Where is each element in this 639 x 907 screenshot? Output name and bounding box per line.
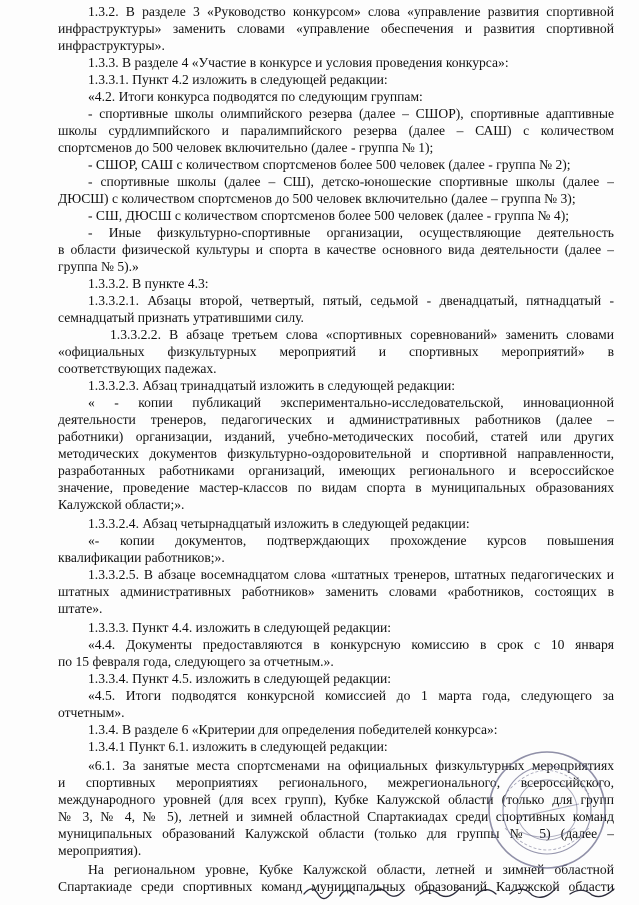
text-line-22: соответствующих падежах.	[58, 361, 217, 376]
text-line-47: международного уровней (для всех групп), Кубке Калужской области (только для групп	[58, 792, 614, 807]
official-seal-stamp	[485, 748, 609, 872]
text-line-20: 1.3.3.2.2. В абзаце третьем слова «спортивных соревнований» заменить словами	[110, 327, 614, 342]
text-line-11: - спортивные школы (далее – СШ), детско-юношеские спортивные школы (далее –	[88, 174, 614, 189]
text-line-12: ДЮСШ) с количеством спортсменов до 500 человек включительно (далее – группа № 3);	[58, 191, 576, 206]
text-line-28: разработанных работниками организаций, имеющих регионального и всероссийское	[58, 463, 614, 478]
text-line-39: по 15 февраля года, следующего за отчетным.».	[58, 654, 334, 669]
text-line-35: штатных административных работников» заменить словами «работников, состоящих в	[58, 584, 614, 599]
text-line-17: 1.3.3.2. В пункте 4.3:	[88, 276, 209, 291]
text-line-5: 1.3.3.1. Пункт 4.2 изложить в следующей редакции:	[88, 72, 388, 87]
text-line-50: мероприятия).	[58, 843, 142, 858]
text-line-6: «4.2. Итоги конкурса подводятся по следующим группам:	[88, 89, 423, 104]
text-line-31: 1.3.3.2.4. Абзац четырнадцатый изложить в следующей редакции:	[88, 516, 470, 531]
text-line-1: 1.3.2. В разделе 3 «Руководство конкурсом» слова «управление развития спортивной	[88, 4, 614, 19]
text-line-34: 1.3.3.2.5. В абзаце восемнадцатом слова «штатных тренеров, штатных педагогических и	[88, 567, 614, 582]
text-line-40: 1.3.3.4. Пункт 4.5. изложить в следующей редакции:	[88, 671, 392, 686]
text-line-10: - СШОР, САШ с количеством спортсменов более 500 человек (далее - группа № 2);	[88, 157, 571, 172]
text-line-46: и спортивных мероприятиях регионального, межрегионального, всероссийского,	[58, 775, 614, 790]
text-line-41: «4.5. Итоги подводятся конкурсной комиссией до 1 марта года, следующего за	[88, 688, 614, 703]
text-line-33: квалификации работников;».	[58, 550, 225, 565]
text-line-45: «6.1. За занятые места спортсменами на официальных физкультурных мероприятиях	[88, 758, 614, 773]
text-line-43: 1.3.4. В разделе 6 «Критерии для определения победителей конкурса»:	[88, 722, 498, 737]
text-line-26: работники) организации, изданий, учебно-методических пособий, статей или других	[58, 429, 614, 444]
text-line-42: отчетным».	[58, 705, 125, 720]
text-line-51: На региональном уровне, Кубке Калужской области, летней и зимней областной	[88, 862, 614, 877]
text-line-9: спортсменов до 500 человек включительно (далее - группа № 1);	[58, 140, 434, 155]
text-line-30: Калужской области;».	[58, 497, 185, 512]
text-line-32: «- копии документов, подтверждающих прохождение курсов повышения	[88, 533, 614, 548]
text-line-14: - Иные физкультурно-спортивные организации, осуществляющие деятельность	[88, 225, 614, 240]
text-line-7: - спортивные школы олимпийского резерва (далее – СШОР), спортивные адаптивные	[88, 106, 614, 121]
text-line-19: семнадцатый признать утратившими силу.	[58, 310, 304, 325]
text-line-24: « - копии публикаций экспериментально-исследовательской, инновационной	[88, 395, 614, 410]
text-line-38: «4.4. Документы предоставляются в конкурсную комиссию в срок с 10 января	[88, 637, 614, 652]
text-line-23: 1.3.3.2.3. Абзац тринадцатый изложить в следующей редакции:	[88, 378, 456, 393]
text-line-48: № 3, № 4, № 5), летней и зимней областной Спартакиадах среди спортивных команд	[58, 809, 614, 824]
text-line-2: инфраструктуры» заменить словами «управление обеспечения и развития спортивной	[58, 21, 614, 36]
text-line-36: штате».	[58, 601, 103, 616]
text-line-49: муниципальных образований Калужской области (только для группы № 5) (далее –	[58, 826, 614, 841]
text-line-37: 1.3.3.3. Пункт 4.4. изложить в следующей редакции:	[88, 620, 392, 635]
text-line-52: Спартакиаде среди спортивных команд муниципальных образований Калужской области	[58, 879, 614, 894]
text-line-3: инфраструктуры».	[58, 38, 165, 53]
text-line-25: деятельности тренеров, педагогических и административных работников (далее –	[58, 412, 614, 427]
text-line-13: - СШ, ДЮСШ с количеством спортсменов более 500 человек (далее - группа № 4);	[88, 208, 569, 223]
text-line-27: методических документов физкультурно-оздоровительной и спортивной направленности,	[58, 446, 614, 461]
text-line-16: группа № 5).»	[58, 259, 139, 274]
text-line-21: «официальных физкультурных мероприятий и спортивных мероприятий» в	[58, 344, 614, 359]
text-line-4: 1.3.3. В разделе 4 «Участие в конкурсе и условия проведения конкурса»:	[88, 55, 509, 70]
handwritten-signature	[300, 880, 620, 902]
text-line-8: школы сурдлимпийского и паралимпийского резерва (далее – САШ) с количеством	[58, 123, 614, 138]
text-line-15: в области физической культуры и спорта в качестве основного вида деятельности (далее –	[58, 242, 614, 257]
text-line-44: 1.3.4.1 Пункт 6.1. изложить в следующей редакции:	[88, 739, 388, 754]
text-line-29: значение, проведение мастер-классов по видам спорта в муниципальных образованиях	[58, 480, 614, 495]
text-line-18: 1.3.3.2.1. Абзацы второй, четвертый, пятый, седьмой - двенадцатый, пятнадцатый -	[88, 293, 614, 308]
